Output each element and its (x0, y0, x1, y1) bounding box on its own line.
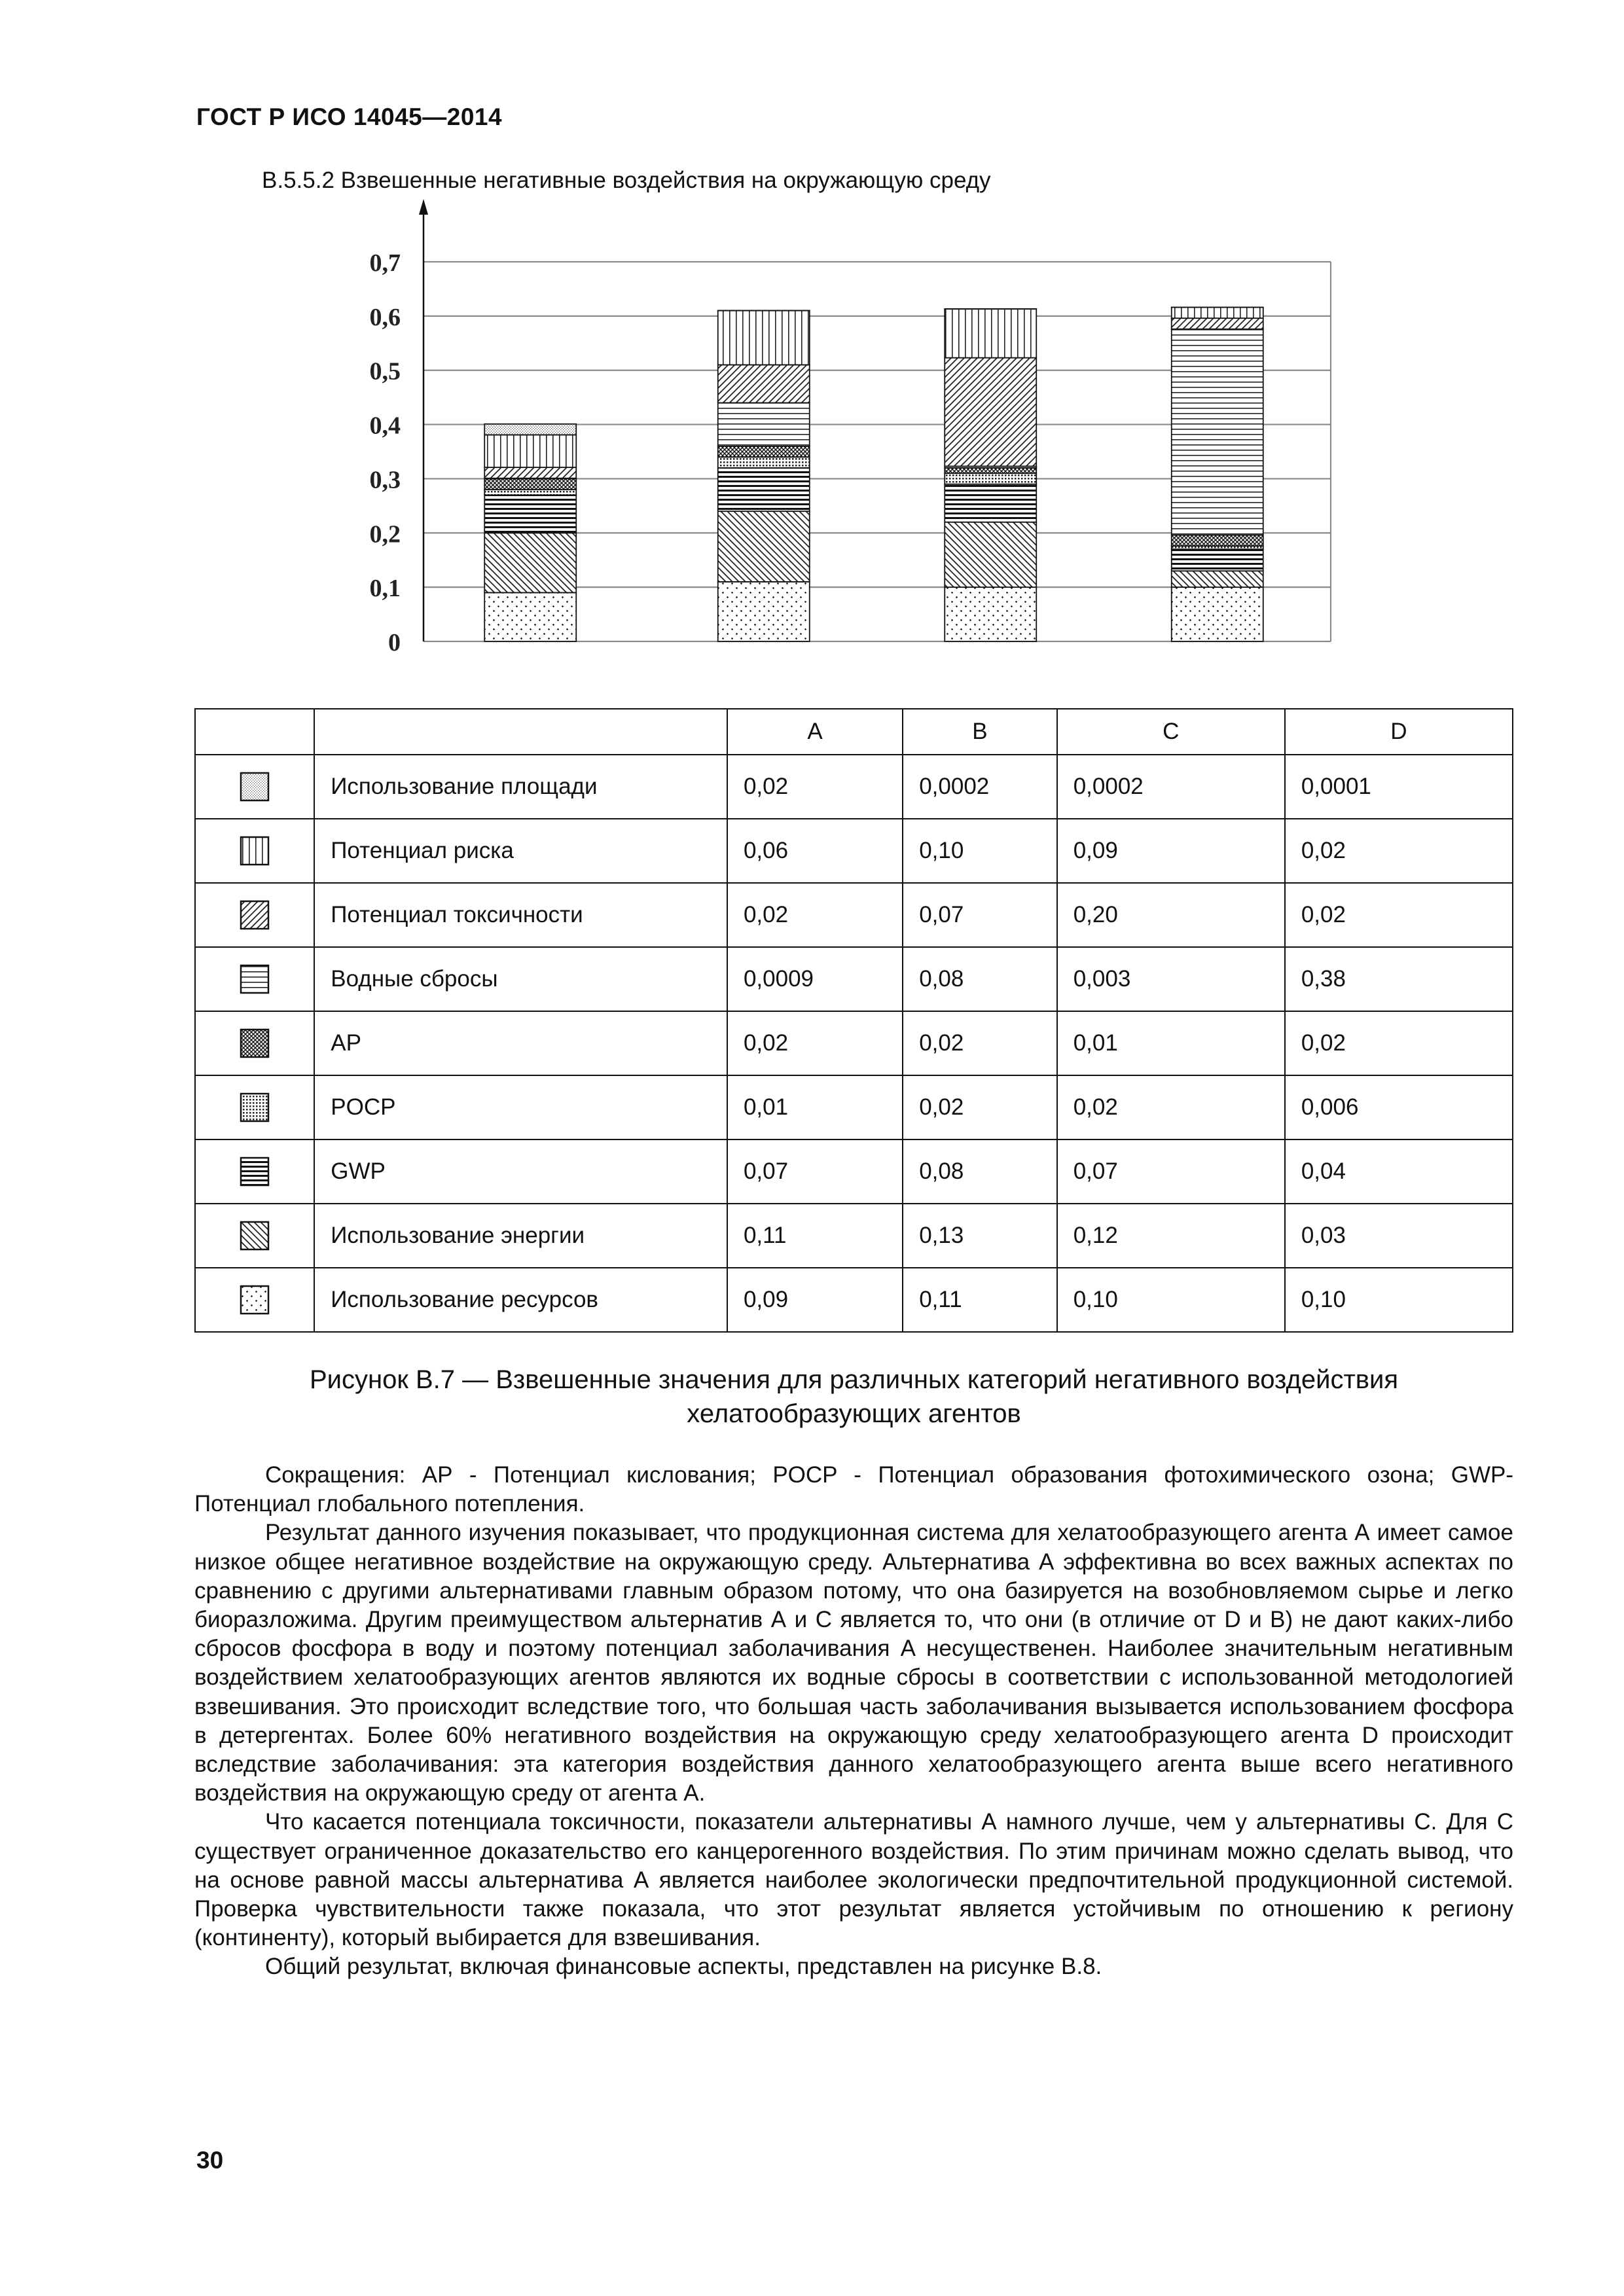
value-cell: 0,02 (727, 1011, 903, 1075)
y-tick-label: 0,4 (369, 412, 401, 440)
category-name: GWP (314, 1139, 727, 1204)
legend-swatch (240, 836, 270, 866)
value-cell: 0,11 (903, 1268, 1056, 1332)
section-title: В.5.5.2 Взвешенные негативные воздействия на окружающую среду (262, 168, 991, 193)
category-name: AP (314, 1011, 727, 1075)
category-name: POCP (314, 1075, 727, 1139)
legend-swatch (240, 1221, 270, 1251)
bar-segment (1172, 549, 1263, 571)
table-row (195, 883, 1513, 947)
legend-swatch-cell (195, 1139, 314, 1204)
value-cell: 0,07 (1057, 1139, 1285, 1204)
bar-segment (945, 358, 1036, 467)
value-cell: 0,0002 (903, 755, 1056, 819)
value-cell: 0,07 (727, 1139, 903, 1204)
bar-segment (718, 403, 810, 446)
bar-segment (484, 592, 576, 641)
bar-segment (718, 511, 810, 582)
legend-swatch-cell (195, 819, 314, 883)
bar-segment (945, 468, 1036, 473)
table-row (195, 947, 1513, 1011)
y-tick-label: 0,2 (369, 520, 401, 548)
legend-swatch-cell (195, 1268, 314, 1332)
empty-header-cell (195, 709, 314, 755)
table-row (195, 1139, 1513, 1204)
bar-segment (945, 473, 1036, 484)
bar-segment (1172, 318, 1263, 329)
value-cell: 0,0009 (727, 947, 903, 1011)
legend-swatch-cell (195, 947, 314, 1011)
value-cell: 0,02 (727, 755, 903, 819)
table-header-row (195, 709, 1513, 755)
bar-segment (945, 522, 1036, 587)
value-cell: 0,08 (903, 947, 1056, 1011)
legend-swatch (240, 1092, 270, 1122)
value-cell: 0,13 (903, 1204, 1056, 1268)
category-name: Водные сбросы (314, 947, 727, 1011)
paragraph: Результат данного изучения показывает, что продукционная система для хелатообразующего агента А имеет самое низкое общее негативное воздействие на окружающую среду. Альтернатива А эффективна во всех важных аспектах по сравнению с другими альтернативами главным образом потому, что она базируется на возобновляемом сырье и легко биоразложима. Другим преимуществом альтернатив А и С является то, что они (в отличие от D и В) не дают каких-либо сбросов фосфора в воду и поэтому потенциал заболачивания А несущественен. Наиболее значительным негативным воздействием хелатообразующих агентов являются их водные сбросы в соответствии с использованной методологией взвешивания. Это происходит вследствие того, что большая часть заболачивания вызывается использованием фосфора в детергентах. Более 60% негативного воздействия на окружающую среду хелатообразующего агента D происходит вследствие заболачивания: эта категория воздействия данного хелатообразующего агента выше всего негативного воздействия на окружающую среду от агента А. (194, 1520, 1513, 1806)
bar-segment (1172, 571, 1263, 587)
bar-segment (484, 435, 576, 467)
table-row (195, 1075, 1513, 1139)
value-cell: 0,02 (903, 1075, 1056, 1139)
y-tick-label: 0,7 (369, 249, 401, 277)
value-cell: 0,10 (903, 819, 1056, 883)
value-cell: 0,10 (1285, 1268, 1513, 1332)
value-cell: 0,02 (1057, 1075, 1285, 1139)
caption-line-2: хелатообразующих агентов (687, 1399, 1021, 1428)
value-cell: 0,0002 (1057, 755, 1285, 819)
legend-swatch-cell (195, 883, 314, 947)
value-cell: 0,02 (1285, 819, 1513, 883)
bar-segment (484, 495, 576, 533)
stacked-bar-chart (353, 196, 1401, 668)
bar-segment (484, 478, 576, 490)
table-row (195, 819, 1513, 883)
figure-caption (194, 1363, 1513, 1431)
value-cell: 0,02 (727, 883, 903, 947)
legend-swatch-cell (195, 1204, 314, 1268)
bar-segment (484, 490, 576, 495)
value-cell: 0,10 (1057, 1268, 1285, 1332)
bar-segment (1172, 308, 1263, 319)
value-cell: 0,006 (1285, 1075, 1513, 1139)
bar-segment (484, 467, 576, 478)
legend-swatch-cell (195, 1011, 314, 1075)
table-row (195, 1268, 1513, 1332)
paragraph: Общий результат, включая финансовые аспекты, представлен на рисунке В.8. (265, 1954, 1102, 1980)
empty-header-cell (314, 709, 727, 755)
value-cell: 0,08 (903, 1139, 1056, 1204)
bar-segment (1172, 329, 1263, 535)
y-tick-label: 0,1 (369, 575, 401, 603)
caption-line-1: Рисунок В.7 — Взвешенные значения для различных категорий негативного воздействия (309, 1365, 1399, 1394)
bar-segment (718, 457, 810, 468)
legend-swatch-cell (195, 1075, 314, 1139)
value-cell: 0,11 (727, 1204, 903, 1268)
bar-segment (484, 533, 576, 592)
bar-segment (718, 365, 810, 403)
value-cell: 0,38 (1285, 947, 1513, 1011)
y-tick-label: 0,5 (369, 357, 401, 386)
value-cell: 0,04 (1285, 1139, 1513, 1204)
value-cell: 0,20 (1057, 883, 1285, 947)
table-row (195, 1011, 1513, 1075)
chart-axis (370, 199, 429, 656)
value-cell: 0,02 (1285, 1011, 1513, 1075)
column-header: A (727, 709, 903, 755)
bar-segment (1172, 587, 1263, 641)
body-text (194, 1461, 1513, 1982)
value-cell: 0,09 (727, 1268, 903, 1332)
value-cell: 0,07 (903, 883, 1056, 947)
paragraph: Что касается потенциала токсичности, показатели альтернативы А намного лучше, чем у альтернативы С. Для С существует ограниченное доказательство его канцерогенного воздействия. По этим причинам можно сделать вывод, что на основе равной массы альтернатива А является наиболее экологически предпочтительной продукционной системой. Проверка чувствительности также показала, что этот результат является устойчивым по отношению к региону (континенту), который выбирается для взвешивания. (194, 1809, 1513, 1951)
table-row (195, 1204, 1513, 1268)
value-cell: 0,01 (727, 1075, 903, 1139)
value-cell: 0,0001 (1285, 755, 1513, 819)
legend-table (194, 708, 1513, 1333)
y-tick-label: 0 (388, 629, 401, 656)
document-code: ГОСТ Р ИСО 14045—2014 (196, 103, 503, 130)
bar-segment (718, 311, 810, 365)
table-row (195, 755, 1513, 819)
y-tick-label: 0,6 (369, 303, 401, 331)
chart-bars (484, 308, 1263, 641)
column-header: B (903, 709, 1056, 755)
bar-segment (945, 309, 1036, 358)
category-name: Потенциал риска (314, 819, 727, 883)
bar-segment (945, 587, 1036, 641)
legend-swatch (240, 900, 270, 930)
y-axis-arrow (419, 199, 428, 215)
legend-swatch (240, 772, 270, 802)
value-cell: 0,12 (1057, 1204, 1285, 1268)
legend-swatch (240, 1285, 270, 1315)
legend-swatch (240, 964, 270, 994)
column-header: C (1057, 709, 1285, 755)
value-cell: 0,01 (1057, 1011, 1285, 1075)
value-cell: 0,003 (1057, 947, 1285, 1011)
bar-segment (718, 446, 810, 457)
bar-segment (484, 424, 576, 435)
legend-swatch (240, 1157, 270, 1187)
category-name: Потенциал токсичности (314, 883, 727, 947)
column-header: D (1285, 709, 1513, 755)
bar-segment (1172, 535, 1263, 547)
value-cell: 0,09 (1057, 819, 1285, 883)
legend-swatch (240, 1028, 270, 1058)
category-name: Использование ресурсов (314, 1268, 727, 1332)
y-tick-label: 0,3 (369, 466, 401, 494)
value-cell: 0,03 (1285, 1204, 1513, 1268)
value-cell: 0,06 (727, 819, 903, 883)
value-cell: 0,02 (903, 1011, 1056, 1075)
category-name: Использование энергии (314, 1204, 727, 1268)
category-name: Использование площади (314, 755, 727, 819)
bar-segment (718, 468, 810, 511)
bar-segment (945, 484, 1036, 522)
bar-segment (718, 582, 810, 641)
page-number: 30 (196, 2147, 224, 2174)
legend-swatch-cell (195, 755, 314, 819)
value-cell: 0,02 (1285, 883, 1513, 947)
paragraph: Сокращения: АР - Потенциал кислования; POCP - Потенциал образования фотохимического озона; GWP- Потенциал глобального потепления. (194, 1462, 1513, 1517)
